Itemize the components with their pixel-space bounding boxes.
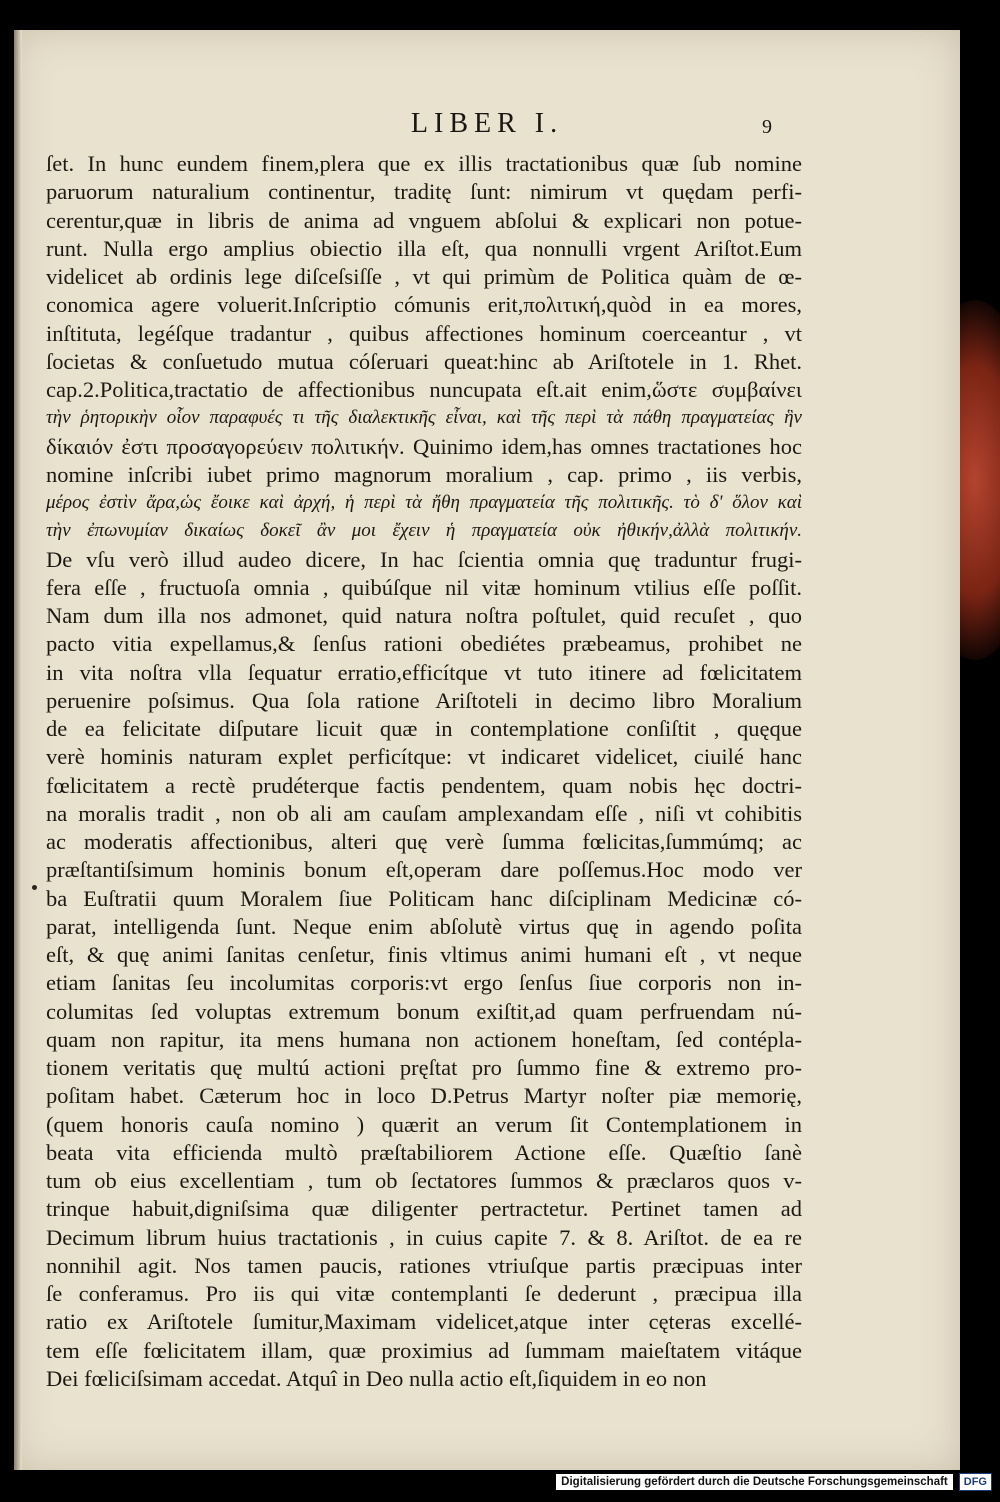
text-line: tem eſſe fœlicitatem illam, quæ proximius ad ſummam maieſtatem vitáque xyxy=(46,1337,802,1363)
text-line: verè hominis naturam explet perficítque: vt indicaret videlicet, ciuilé hanc xyxy=(46,744,802,770)
text-line: trinque habuit,digniſsima quæ diligenter pertractetur. Pertinet tamen ad xyxy=(46,1196,802,1222)
text-line: ſe conferamus. Pro iis qui vitæ contemplanti ſe dederunt , præcipua illa xyxy=(46,1281,802,1306)
page-gutter-shadow xyxy=(14,30,22,1470)
text-line: etiam ſanitas ſeu incolumitas corporis:vt ergo ſenſus ſiue corporis non in- xyxy=(46,970,802,996)
text-line: fœlicitatem a rectè prudéterque factis pendentem, quam nobis hęc doctri- xyxy=(46,772,802,798)
text-line: inſtituta, legéſque tradantur , quibus affectiones hominum coerceantur , vt xyxy=(46,320,802,346)
text-line: nomine inſcribi iubet primo magnorum moralium , cap. primo , iis verbis, xyxy=(46,461,802,487)
text-line: Decimum librum huius tractationis , in cuius capite 7. & 8. Ariſtot. de ea re xyxy=(46,1224,802,1250)
text-line: beata vita efficienda multò præſtabiliorem Actione eſſe. Quæſtio ſanè xyxy=(46,1139,802,1165)
text-line: Dei fœliciſsimam accedat. Atquî in Deo nulla actio eſt,ſiquidem in eo non xyxy=(46,1365,707,1391)
text-line: ac moderatis affectionibus, alteri quę verè ſumma fœlicitas,ſummúmq; ac xyxy=(46,829,802,854)
text-line: nonnihil agit. Nos tamen paucis, rationes vtriuſque partis præcipuas inter xyxy=(46,1252,802,1278)
text-line: tum ob eius excellentiam , tum ob ſectatores ſummos & præclaros quos v- xyxy=(46,1168,802,1193)
text-line: eſt, & quę animi ſanitas cenſetur, finis vltimus animi humani eſt , vt neque xyxy=(46,942,802,967)
text-line: τὴν ἐπωνυμίαν δικαίως δοκεῖ ἂν μοι ἔχειν ἡ πραγματεία οὐκ ἠθικήν,ἀλλὰ πολιτικήν. xyxy=(46,520,802,542)
text-line: parat, intelligenda ſunt. Neque enim abſolutè virtus quę in agendo poſita xyxy=(46,913,802,939)
text-line: præſtantiſsimum hominis bonum eſt,operam dare poſſemus.Hoc modo ver xyxy=(46,857,802,883)
text-line: conomica agere voluerit.Inſcriptio cómunis erit,πολιτική,quòd in ea mores, xyxy=(46,292,802,318)
funding-credit: Digitalisierung gefördert durch die Deutsche Forschungsgemeinschaft xyxy=(556,1474,953,1490)
text-line: cap.2.Politica,tractatio de affectionibus nuncupata eſt.ait enim,ὥστε συμβαίνει xyxy=(46,377,802,402)
text-line: peruenire poſsimus. Qua ſola ratione Ariſtoteli in decimo libro Moralium xyxy=(46,687,802,713)
text-line: na moralis tradit , non ob ali am cauſam amplexandam eſſe , niſi vt cohibitis xyxy=(46,800,802,826)
text-line: τὴν ῥητορικὴν οἷον παραφυές τι τῆς διαλεκτικῆς εἶναι, καὶ τῆς περὶ τὰ πάθη πραγματείας ἣν xyxy=(46,407,802,429)
text-line: (quem honoris cauſa nomino ) quærit an verum ſit Contemplationem in xyxy=(46,1111,802,1137)
marginal-mark xyxy=(32,885,37,890)
text-line: runt. Nulla ergo amplius obiectio illa eſt, qua nonnulli vrgent Ariſtot.Eum xyxy=(46,235,802,261)
book-page xyxy=(14,30,960,1470)
text-line: videlicet ab ordinis lege diſceſsiſſe , vt qui primùm de Politica quàm de œ- xyxy=(46,264,802,289)
text-line: quam non rapitur, ita mens humana non actionem honeſtam, ſed contépla- xyxy=(46,1026,802,1052)
folio-number: 9 xyxy=(762,116,772,138)
text-line: ſet. In hunc eundem finem,plera que ex illis tractationibus quæ ſub nomine xyxy=(46,151,802,176)
text-line: poſitam habet. Cæterum hoc in loco D.Petrus Martyr noſter piæ memorię, xyxy=(46,1083,802,1109)
text-line: Nam dum illa nos admonet, quid natura noſtra poſtulet, quid recuſet , quo xyxy=(46,603,802,628)
text-line: in vita noſtra vlla ſequatur erratio,efficítque vt tuto itinere ad fœlicitatem xyxy=(46,659,802,685)
dfg-logo: DFG xyxy=(959,1473,992,1491)
text-line: ſocietas & conſuetudo mutua cóſeruari queat:hinc ab Ariſtotele in 1. Rhet. xyxy=(46,348,802,374)
text-line: de ea felicitate diſputare licuit quæ in contemplatione conſiſtit , quęque xyxy=(46,716,802,741)
text-line: columitas ſed voluptas extremum bonum exiſtit,ad quam perfruendam nú- xyxy=(46,998,802,1024)
text-line: De vſu verò illud audeo dicere, In hac ſcientia omnia quę traduntur frugi- xyxy=(46,546,802,572)
text-line: pacto vitia expellamus,& ſenſus rationi obediétes præbeamus, prohibet ne xyxy=(46,631,802,657)
text-line: ratio ex Ariſtotele ſumitur,Maximam videlicet,atque inter cęteras excellé- xyxy=(46,1309,802,1335)
body-text xyxy=(46,150,802,1393)
text-line: cerentur,quæ in libris de anima ad vnguem abſolui & explicari non potue- xyxy=(46,207,802,233)
text-line: tionem veritatis quę multú actioni pręſtat pro ſummo fine & extremo pro- xyxy=(46,1055,802,1080)
text-line: ba Euſtratii quum Moralem ſiue Politicam hanc diſciplinam Medicinæ có- xyxy=(46,885,802,911)
running-title: LIBER I. xyxy=(410,108,564,139)
text-line: δίκαιόν ἐστι προσαγορεύειν πολιτικήν. Quinimo idem,has omnes tractationes hoc xyxy=(46,433,802,459)
footer-bar xyxy=(556,1472,992,1492)
text-line: fera eſſe , fructuoſa omnia , quibúſque nil vitæ hominum vtilius eſſe poſſit. xyxy=(46,574,802,600)
text-line: paruorum naturalium continentur, traditę ſunt: nimirum vt quędam perfi- xyxy=(46,179,802,205)
text-line: μέρος ἐστὶν ἄρα,ὡς ἔοικε καὶ ἀρχή, ἡ περὶ τὰ ἤθη πραγματεία τῆς πολιτικῆς. τὸ δ' ὅλον καὶ xyxy=(46,492,802,513)
